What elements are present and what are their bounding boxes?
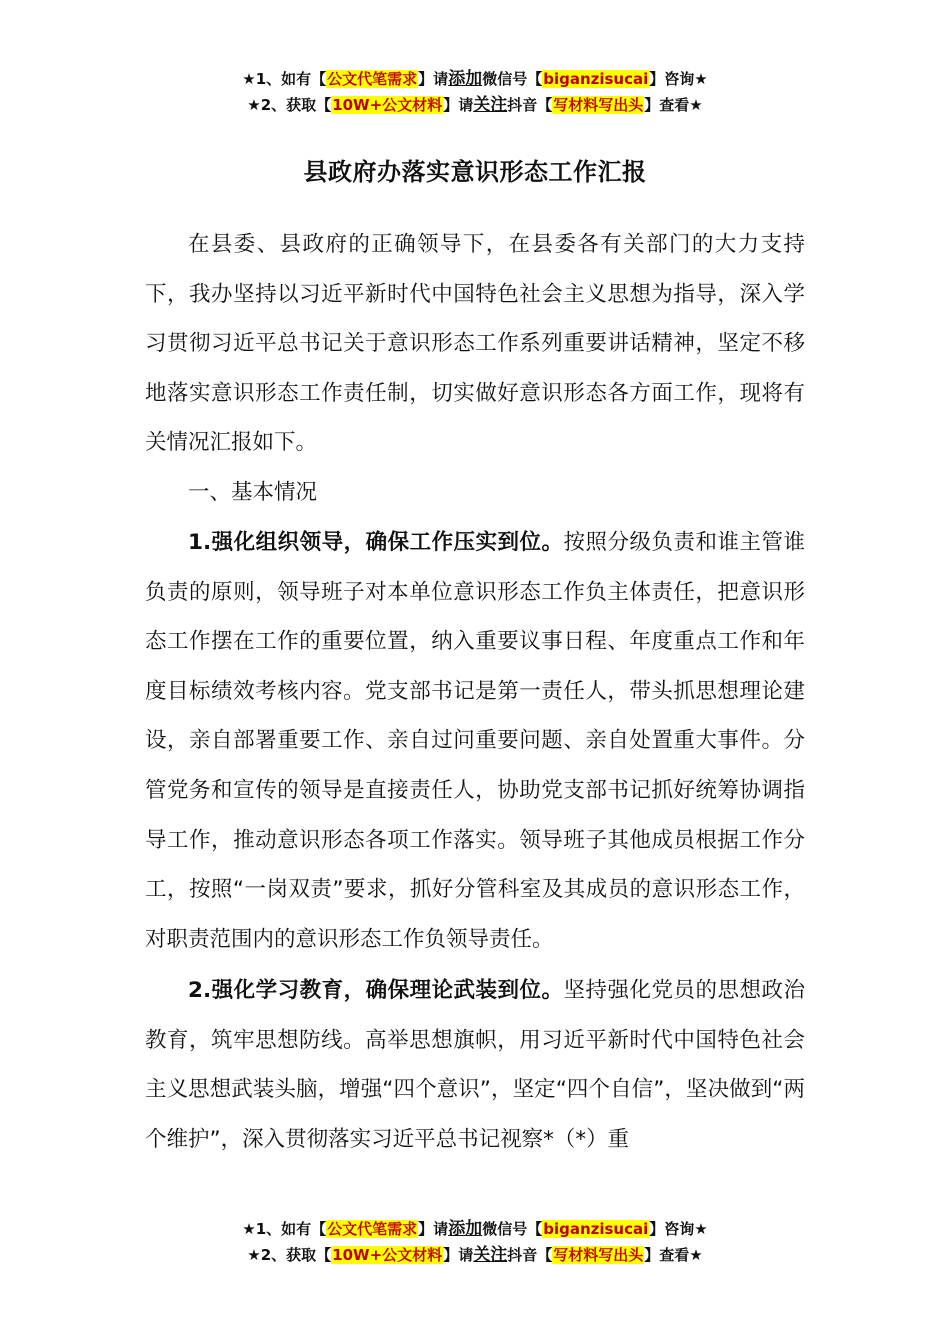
promo-text: ★1、如有【 — [242, 70, 327, 88]
promo-highlight: 写材料写出头 — [553, 1246, 644, 1264]
item-1-text: 按照分级负责和谁主管谁负责的原则，领导班子对本单位意识形态工作负主体责任，把意识形态工作摆在工作的重要位置，纳入重要议事日程、年度重点工作和年度目标绩效考核内容。党支部书记是第一责任人，带头抓思想理论建设，亲自部署重要工作、亲自过问重要问题、亲自处置重大事件。分管党务和宣传的领导是直接责任人，协助党支部书记抓好统筹协调指导工作，推动意识形态各项工作落实。领导班子其他成员根据工作分工，按照“一岗双责”要求，抓好分管科室及其成员的意识形态工作，对职责范围内的意识形态工作负领导责任。 — [145, 530, 805, 952]
item-2 — [145, 966, 805, 1164]
promo-banner-bottom — [0, 1216, 950, 1268]
promo-text: ★1、如有【 — [242, 1220, 327, 1238]
promo-emphasis: 关注 — [473, 1245, 508, 1265]
promo-text: 抖音【 — [507, 96, 553, 114]
promo-text: 】查看★ — [644, 1246, 703, 1264]
promo-highlight: 10W+公文材料 — [332, 96, 443, 114]
promo-text: 】请 — [443, 1246, 474, 1264]
promo-highlight: 10W+公文材料 — [332, 1246, 443, 1264]
item-2-text: 坚持强化党员的思想政治教育，筑牢思想防线。高举思想旗帜，用习近平新时代中国特色社会主义思想武装头脑，增强“四个意识”，坚定“四个自信”，坚决做到“两个维护”，深入贯彻落实习近平总书记视察*（*）重 — [145, 978, 805, 1152]
promo-line-1 — [0, 1216, 950, 1242]
item-1 — [145, 518, 805, 964]
promo-text: 微信号【 — [482, 70, 543, 88]
promo-highlight: 公文代笔需求 — [327, 70, 418, 88]
promo-text: 】咨询★ — [649, 70, 708, 88]
item-2-heading: 2.强化学习教育，确保理论武装到位。 — [188, 978, 564, 1003]
promo-text: 】查看★ — [644, 96, 703, 114]
promo-banner-top — [0, 66, 950, 118]
promo-line-1 — [0, 66, 950, 92]
intro-paragraph — [145, 220, 805, 468]
intro-text: 在县委、县政府的正确领导下，在县委各有关部门的大力支持下，我办坚持以习近平新时代中国特色社会主义思想为指导，深入学习贯彻习近平总书记关于意识形态工作系列重要讲话精神，坚定不移地落实意识形态工作责任制，切实做好意识形态各方面工作，现将有关情况汇报如下。 — [145, 232, 805, 456]
promo-highlight: 写材料写出头 — [553, 96, 644, 114]
promo-highlight: biganzisucai — [543, 70, 649, 88]
promo-emphasis: 添加 — [448, 1219, 483, 1239]
section-heading-text: 一、基本情况 — [188, 480, 318, 505]
promo-line-2 — [0, 92, 950, 118]
promo-emphasis: 关注 — [473, 95, 508, 115]
promo-text: 】请 — [418, 70, 449, 88]
document-title: 县政府办落实意识形态工作汇报 — [303, 158, 647, 186]
promo-text: 抖音【 — [507, 1246, 553, 1264]
promo-highlight: 公文代笔需求 — [327, 1220, 418, 1238]
item-paragraph-2 — [145, 966, 805, 1164]
item-paragraph-1 — [145, 518, 805, 964]
promo-text: 】请 — [443, 96, 474, 114]
promo-emphasis: 添加 — [448, 69, 483, 89]
promo-highlight: biganzisucai — [543, 1220, 649, 1238]
promo-line-2 — [0, 1242, 950, 1268]
item-1-heading: 1.强化组织领导，确保工作压实到位。 — [188, 530, 564, 555]
promo-text: 微信号【 — [482, 1220, 543, 1238]
promo-text: ★2、获取【 — [247, 96, 332, 114]
section-heading — [145, 468, 805, 518]
promo-text: 】咨询★ — [649, 1220, 708, 1238]
promo-text: 】请 — [418, 1220, 449, 1238]
promo-text: ★2、获取【 — [247, 1246, 332, 1264]
